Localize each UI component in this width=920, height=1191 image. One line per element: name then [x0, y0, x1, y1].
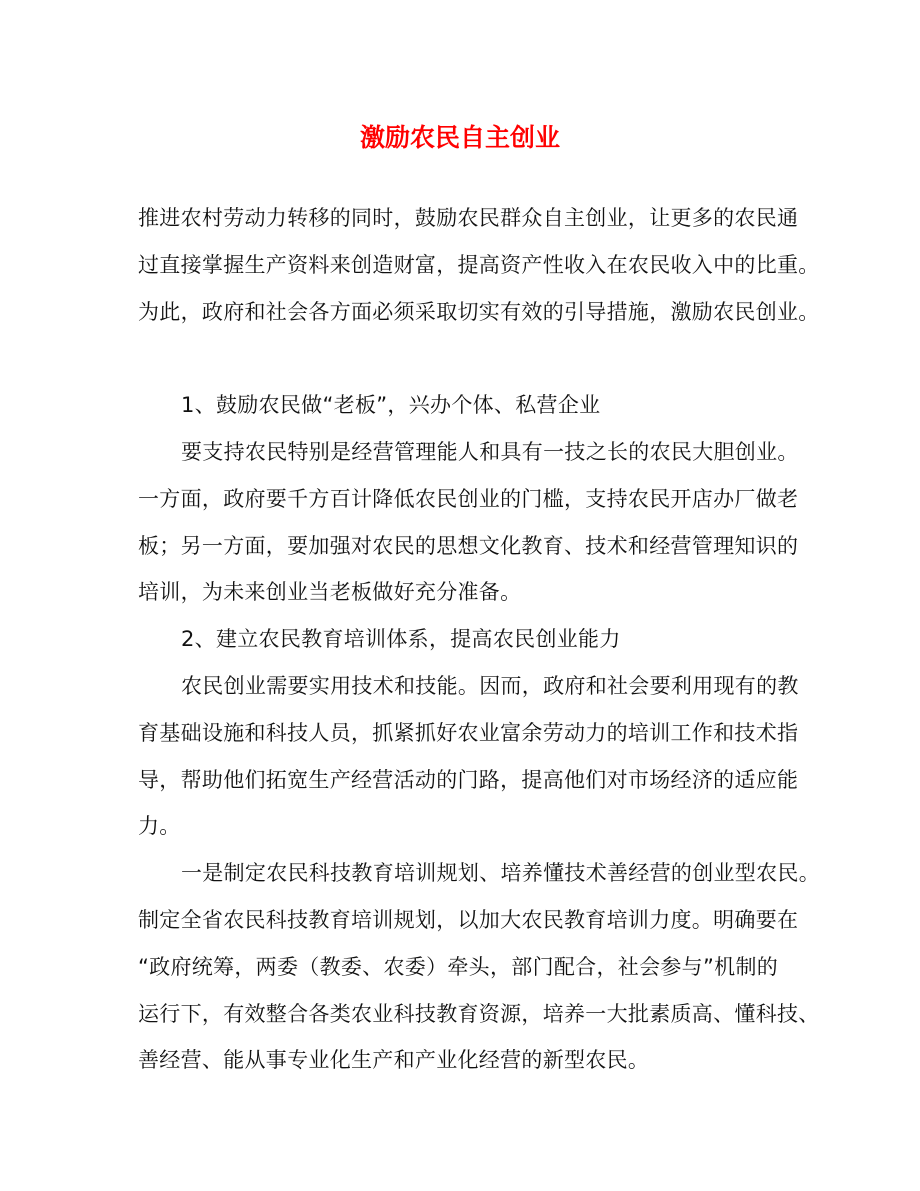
text-line: 导，帮助他们拓宽生产经营活动的门路，提高他们对市场经济的适应能 — [138, 767, 799, 792]
text-line: “政府统筹，两委（教委、农委）牵头，部门配合，社会参与”机制的 — [138, 954, 779, 979]
text-line: 制定全省农民科技教育培训规划，以加大农民教育培训力度。明确要在 — [138, 907, 799, 932]
text-line: 一方面，政府要千方百计降低农民创业的门槛，支持农民开店办厂做老 — [138, 486, 799, 511]
text-line: 为此，政府和社会各方面必须采取切实有效的引导措施，激励农民创业。 — [138, 299, 820, 324]
text-line: 培训，为未来创业当老板做好充分准备。 — [138, 580, 522, 605]
text-line: 要支持农民特别是经营管理能人和具有一技之长的农民大胆创业。 — [181, 439, 799, 464]
text-line: 过直接掌握生产资料来创造财富，提高资产性收入在农民收入中的比重。 — [138, 252, 820, 277]
text-line: 育基础设施和科技人员，抓紧抓好农业富余劳动力的培训工作和技术指 — [138, 720, 799, 745]
document-title: 激励农民自主创业 — [359, 123, 560, 152]
text-line: 板；另一方面，要加强对农民的思想文化教育、技术和经营管理知识的 — [138, 533, 799, 558]
document-body — [138, 195, 820, 1084]
text-line: 力。 — [138, 814, 181, 839]
text-line: 善经营、能从事专业化生产和产业化经营的新型农民。 — [138, 1048, 650, 1073]
text-line: 运行下，有效整合各类农业科技教育资源，培养一大批素质高、懂科技、 — [138, 1001, 820, 1026]
text-line: 推进农村劳动力转移的同时，鼓励农民群众自主创业，让更多的农民通 — [138, 206, 799, 230]
blank-line — [138, 335, 798, 382]
text-line: 农民创业需要实用技术和技能。因而，政府和社会要利用现有的教 — [181, 673, 799, 698]
text-line: 1、鼓励农民做“老板”，兴办个体、私营企业 — [181, 393, 601, 418]
text-line: 2、建立农民教育培训体系，提高农民创业能力 — [181, 627, 621, 652]
text-line: 一是制定农民科技教育培训规划、培养懂技术善经营的创业型农民。 — [181, 861, 820, 886]
